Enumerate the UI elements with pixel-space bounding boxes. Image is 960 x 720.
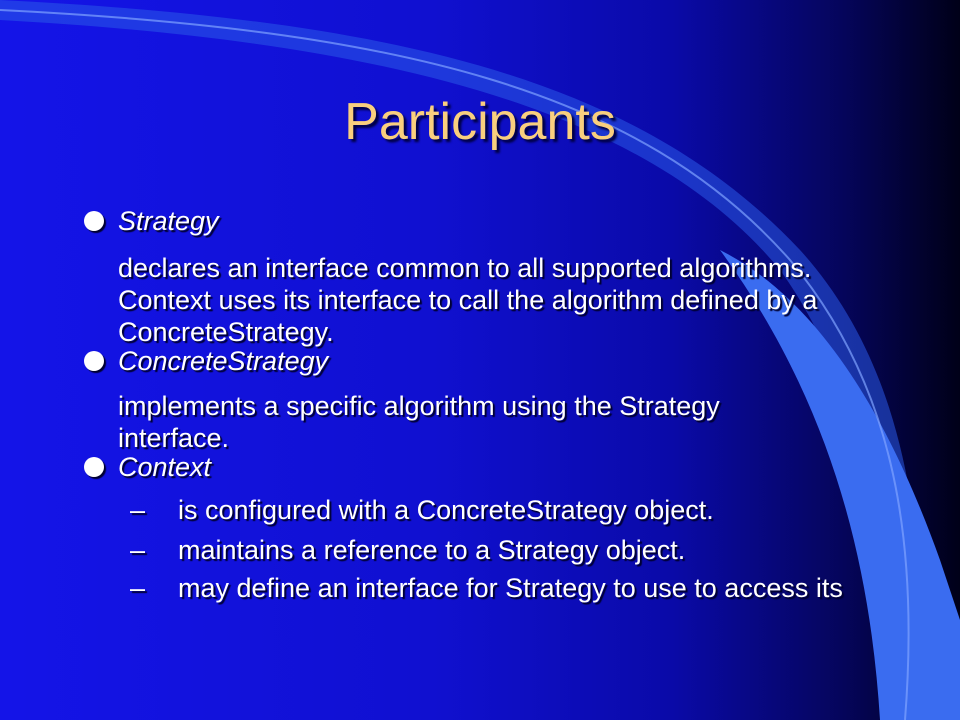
- bullet-strategy: [84, 206, 219, 237]
- dash-marker: –: [130, 495, 146, 525]
- bullet-dot-icon: [84, 211, 104, 231]
- bullet-dot-icon: [84, 457, 104, 477]
- concrete-strategy-description: implements a specific algorithm using the Strategy interface.: [118, 391, 720, 453]
- context-subitem: [130, 494, 860, 526]
- strategy-description: declares an interface common to all supported algorithms. Context uses its interface to call the algorithm defined by a ConcreteStrategy.: [118, 253, 818, 347]
- bullet-context-label: Context: [118, 452, 212, 482]
- bullet-strategy-label: Strategy: [118, 206, 219, 236]
- slide-title: Participants: [344, 93, 616, 151]
- context-subitem-text: is configured with a ConcreteStrategy object.: [178, 495, 714, 525]
- context-subitem-text: maintains a reference to a Strategy object.: [178, 535, 686, 565]
- context-subitem: [130, 572, 860, 604]
- dash-marker: –: [130, 535, 146, 565]
- bullet-concrete-strategy: [84, 346, 328, 377]
- bullet-context: [84, 452, 211, 483]
- context-subitem-text: may define an interface for Strategy to use to access its: [178, 573, 843, 603]
- bullet-concrete-strategy-label: ConcreteStrategy: [118, 346, 329, 376]
- context-subitem: [130, 534, 860, 566]
- dash-marker: –: [130, 573, 146, 603]
- bullet-dot-icon: [84, 351, 104, 371]
